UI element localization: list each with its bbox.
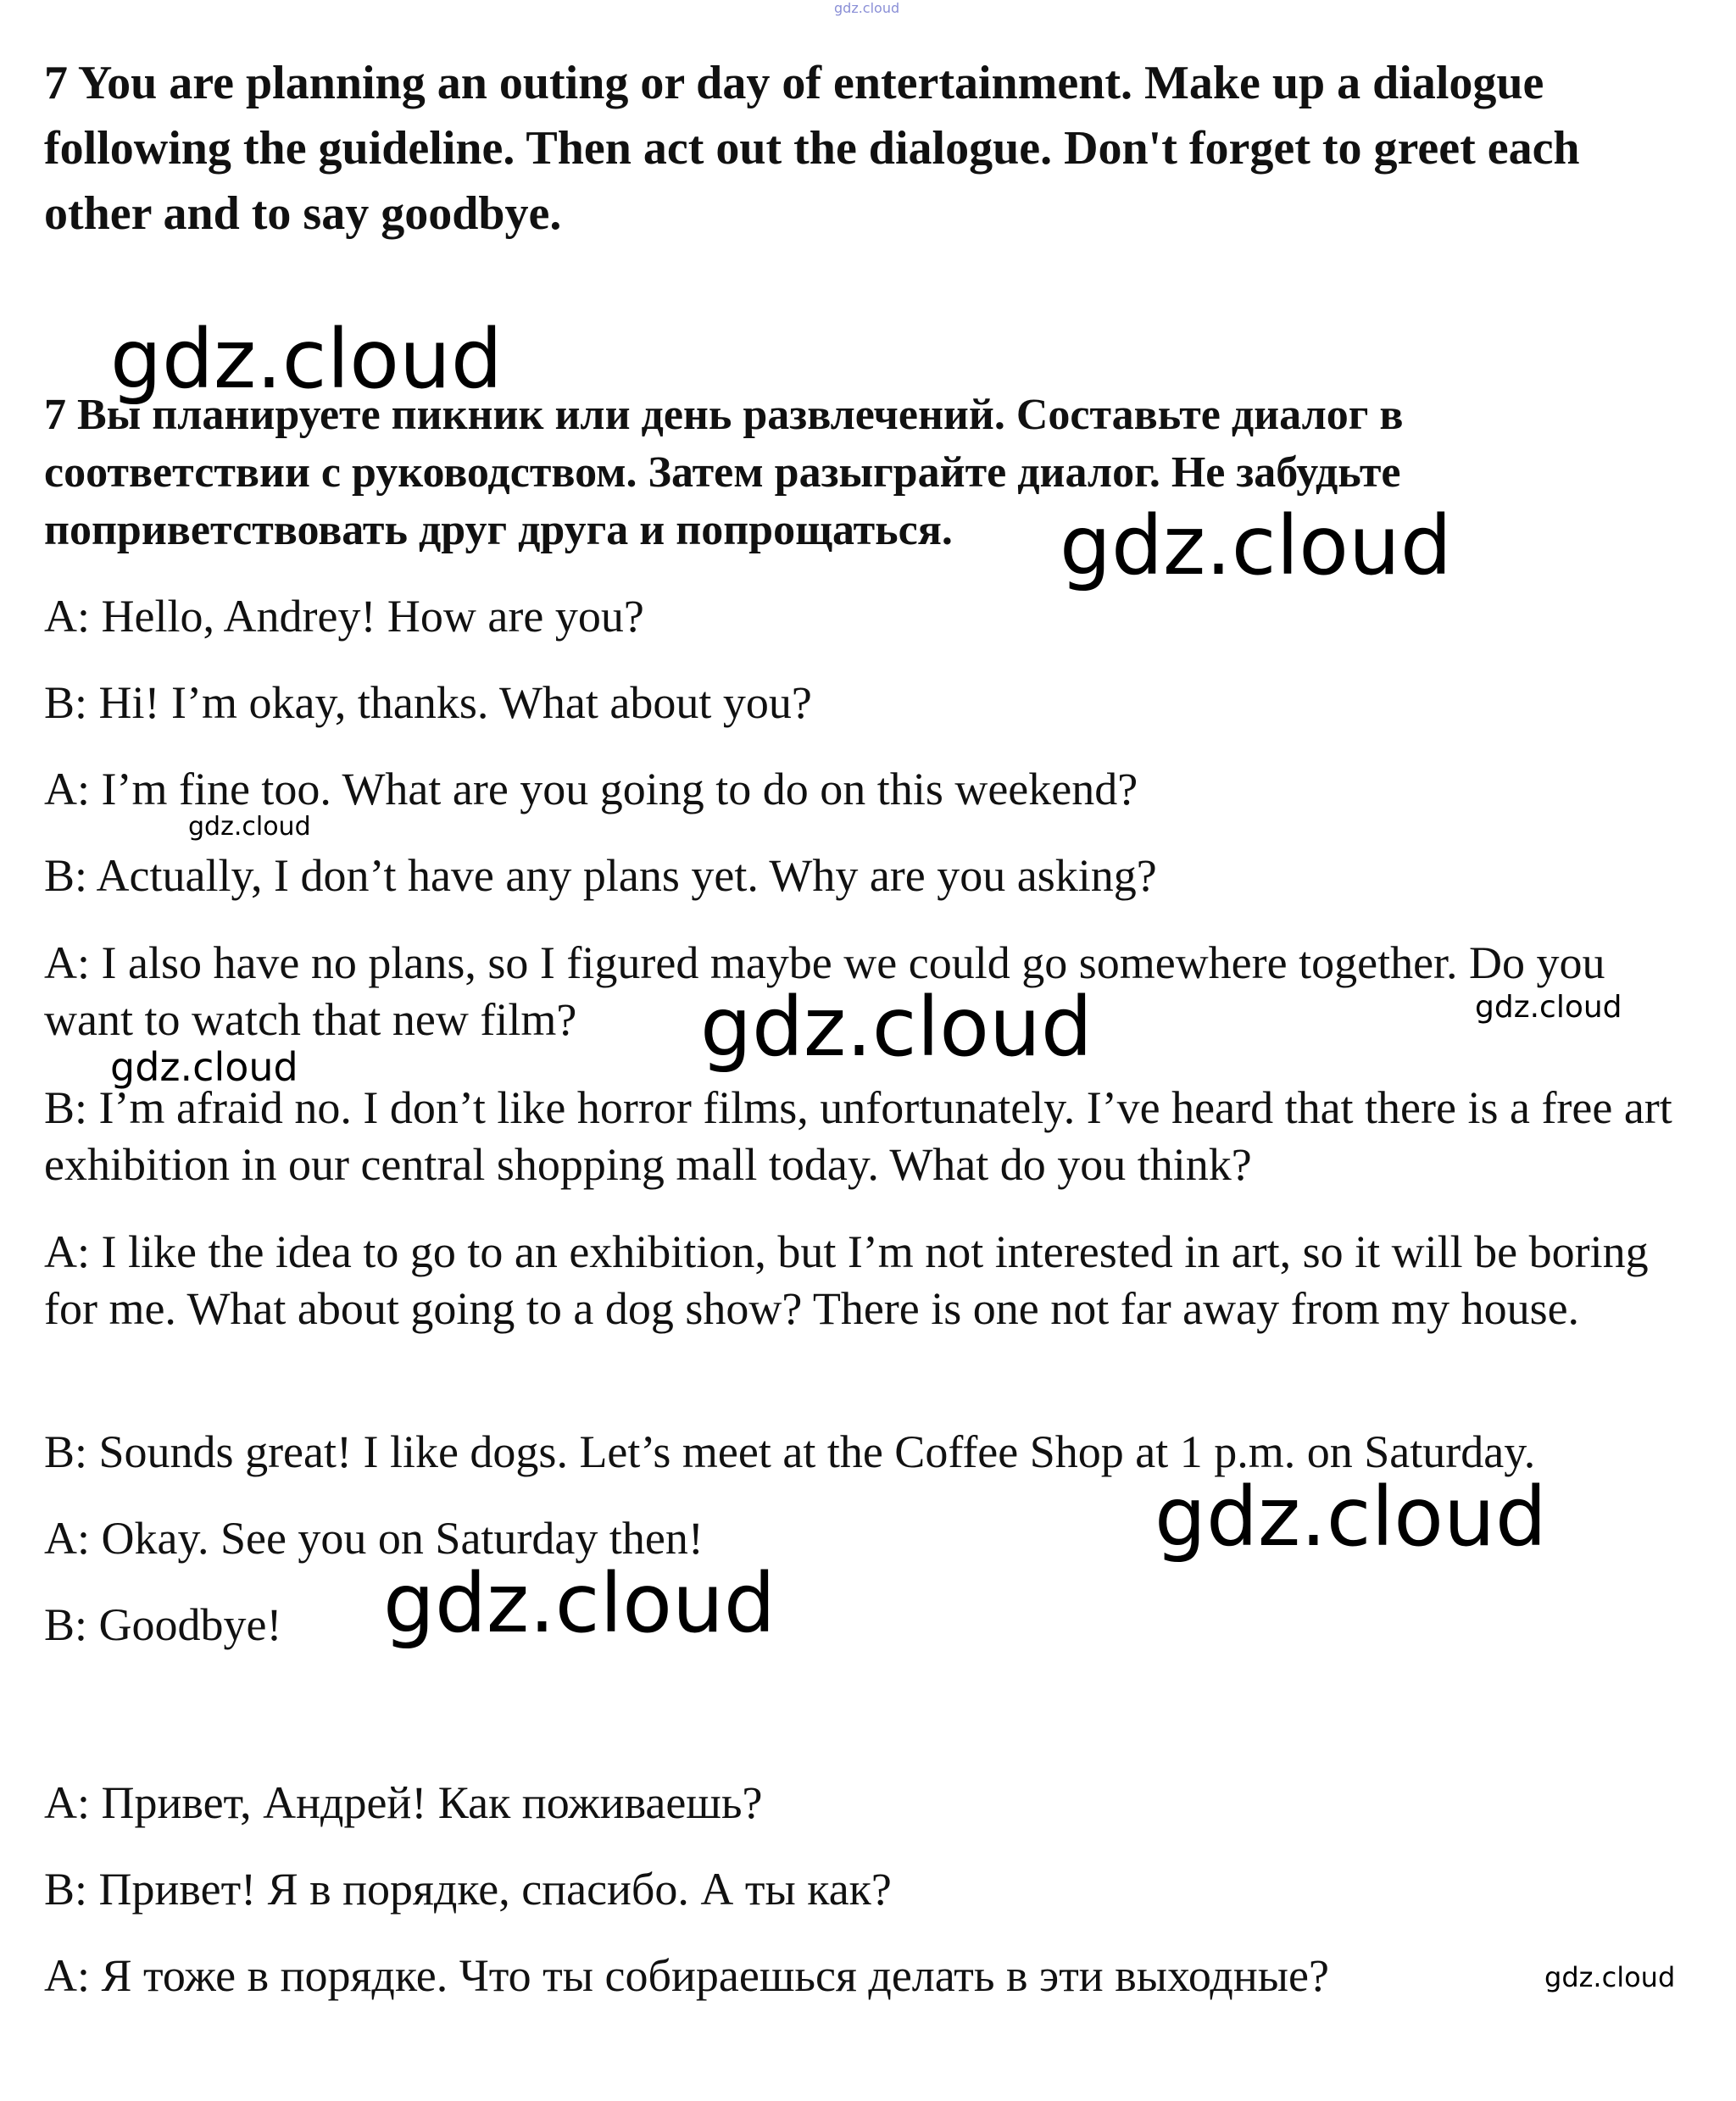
dialogue-line: A: I also have no plans, so I figured maybe we could go somewhere together. Do you want to watch that new film? bbox=[44, 937, 1617, 1045]
dialogue-line: A: Hello, Andrey! How are you? bbox=[44, 591, 644, 642]
dialogue-line: A: I like the idea to go to an exhibition, but I’m not interested in art, so it will be boring for me. What about going to a dog show? There is one not far away from my house. bbox=[44, 1226, 1661, 1334]
dialogue-line: A: I’m fine too. What are you going to do on this weekend? bbox=[44, 764, 1138, 814]
watermark: gdz.cloud bbox=[383, 1556, 776, 1651]
watermark: gdz.cloud bbox=[110, 1044, 298, 1090]
dialogue-line: А: Привет, Андрей! Как поживаешь? bbox=[44, 1777, 763, 1828]
watermark: gdz.cloud bbox=[1475, 990, 1622, 1025]
watermark: gdz.cloud bbox=[188, 812, 311, 842]
watermark: gdz.cloud bbox=[700, 980, 1093, 1075]
dialogue-line: A: Okay. See you on Saturday then! bbox=[44, 1513, 704, 1564]
task-english: 7 You are planning an outing or day of entertainment. Make up a dialogue following the guideline. Then act out the dialogue. Don't forget to greet each other and to say goodbye. bbox=[44, 57, 1580, 240]
watermark: gdz.cloud bbox=[110, 312, 503, 407]
watermark: gdz.cloud bbox=[1060, 498, 1452, 593]
watermark: gdz.cloud bbox=[1544, 1961, 1676, 1993]
dialogue-line: B: Sounds great! I like dogs. Let’s meet at the Coffee Shop at 1 p.m. on Saturday. bbox=[44, 1426, 1536, 1477]
dialogue-line: B: I’m afraid no. I don’t like horror films, unfortunately. I’ve heard that there is a free art exhibition in our central shopping mall today. What do you think? bbox=[44, 1082, 1684, 1190]
dialogue-line: А: Я тоже в порядке. Что ты собираешься делать в эти выходные? bbox=[44, 1950, 1329, 2001]
watermark: gdz.cloud bbox=[834, 0, 900, 16]
watermark: gdz.cloud bbox=[1155, 1470, 1547, 1565]
dialogue-line: B: Actually, I don’t have any plans yet. Why are you asking? bbox=[44, 850, 1157, 901]
task-russian: 7 Вы планируете пикник или день развлечений. Составьте диалог в соответствии с руководством. Затем разыграйте диалог. Не забудьте поприветствовать друг друга и попрощаться. bbox=[44, 391, 1404, 554]
dialogue-line: B: Goodbye! bbox=[44, 1599, 282, 1650]
dialogue-line: В: Привет! Я в порядке, спасибо. А ты как? bbox=[44, 1864, 892, 1915]
dialogue-line: B: Hi! I’m okay, thanks. What about you? bbox=[44, 677, 812, 728]
